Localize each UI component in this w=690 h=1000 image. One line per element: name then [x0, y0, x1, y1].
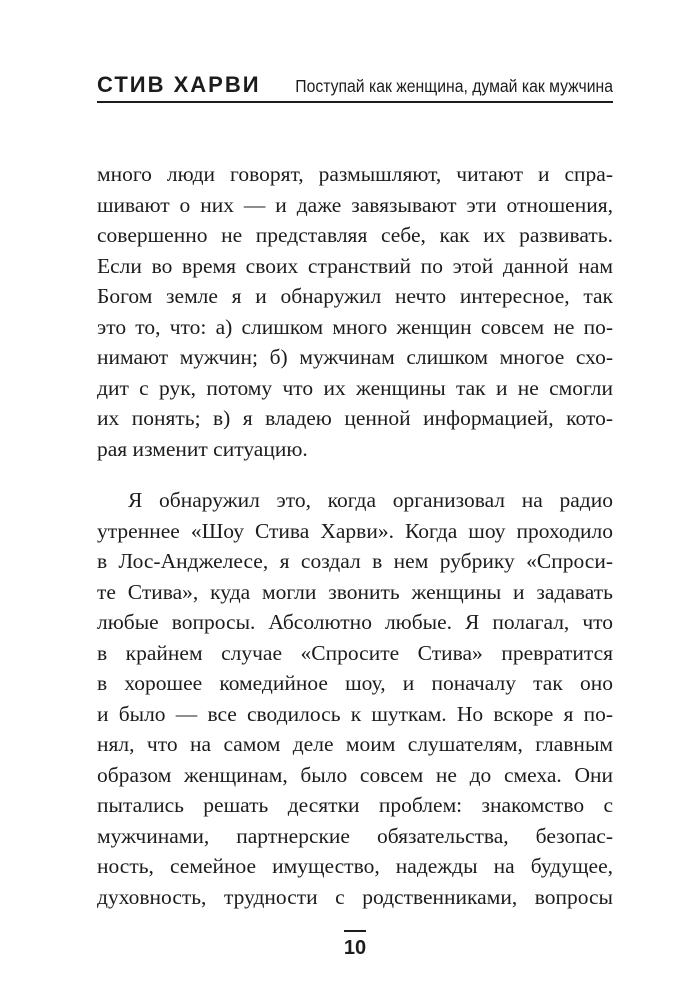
text-line: дит с рук, потому что их женщины так и не смогли: [97, 375, 613, 400]
text-line: Если во время своих странствий по этой данной нам: [97, 253, 613, 278]
text-line: любые вопросы. Абсолютно любые. Я полагал, что: [97, 610, 613, 634]
text-line: в крайнем случае «Спросите Стива» превратится: [97, 640, 613, 665]
text-line: шивают о них — и даже завязывают эти отношения,: [97, 192, 613, 217]
text-line: образом женщинам, было совсем не до смеха. Они: [97, 762, 613, 787]
text-line: Я обнаружил это, когда организовал на радио: [128, 488, 613, 512]
text-line: нял, что на самом деле моим слушателям, главным: [97, 732, 613, 756]
paragraph-1: [97, 159, 613, 464]
text-line: утреннее «Шоу Стива Харви». Когда шоу проходило: [97, 518, 613, 543]
text-line: совершенно не представляя себе, как их развивать.: [97, 223, 613, 247]
text-line: в Лос-Анджелесе, я создал в нем рубрику «Спроси-: [97, 549, 613, 573]
running-header-book-title: Поступай как женщина, думай как мужчина: [295, 76, 613, 96]
text-line: те Стива», куда могли звонить женщины и задавать: [97, 579, 613, 604]
text-line: рая изменит ситуацию.: [97, 436, 308, 461]
text-line: это то, что: а) слишком много женщин совсем не по-: [97, 314, 613, 339]
running-header-author: СТИВ ХАРВИ: [97, 72, 261, 97]
text-line: нимают мужчин; б) мужчинам слишком многое схо-: [97, 345, 613, 369]
paragraph-2: [97, 485, 613, 912]
text-line: в хорошее комедийное шоу, и поначалу так оно: [97, 671, 613, 695]
page-number-rule: [344, 930, 366, 932]
text-line: их понять; в) я владею ценной информацией, кото-: [97, 406, 613, 430]
text-line: мужчинами, партнерские обязательства, безопас-: [97, 823, 613, 848]
page-number: 10: [343, 937, 367, 959]
text-line: ность, семейное имущество, надежды на будущее,: [97, 854, 613, 878]
running-header: [97, 71, 613, 103]
text-line: Богом земле я и обнаружил нечто интересное, так: [97, 284, 613, 308]
text-line: духовность, трудности с родственниками, вопросы: [97, 884, 613, 909]
text-line: пытались решать десятки проблем: знакомство с: [97, 793, 613, 817]
text-line: много люди говорят, размышляют, читают и спра-: [97, 162, 613, 186]
text-line: и было — все сводилось к шуткам. Но вскоре я по-: [97, 701, 613, 726]
